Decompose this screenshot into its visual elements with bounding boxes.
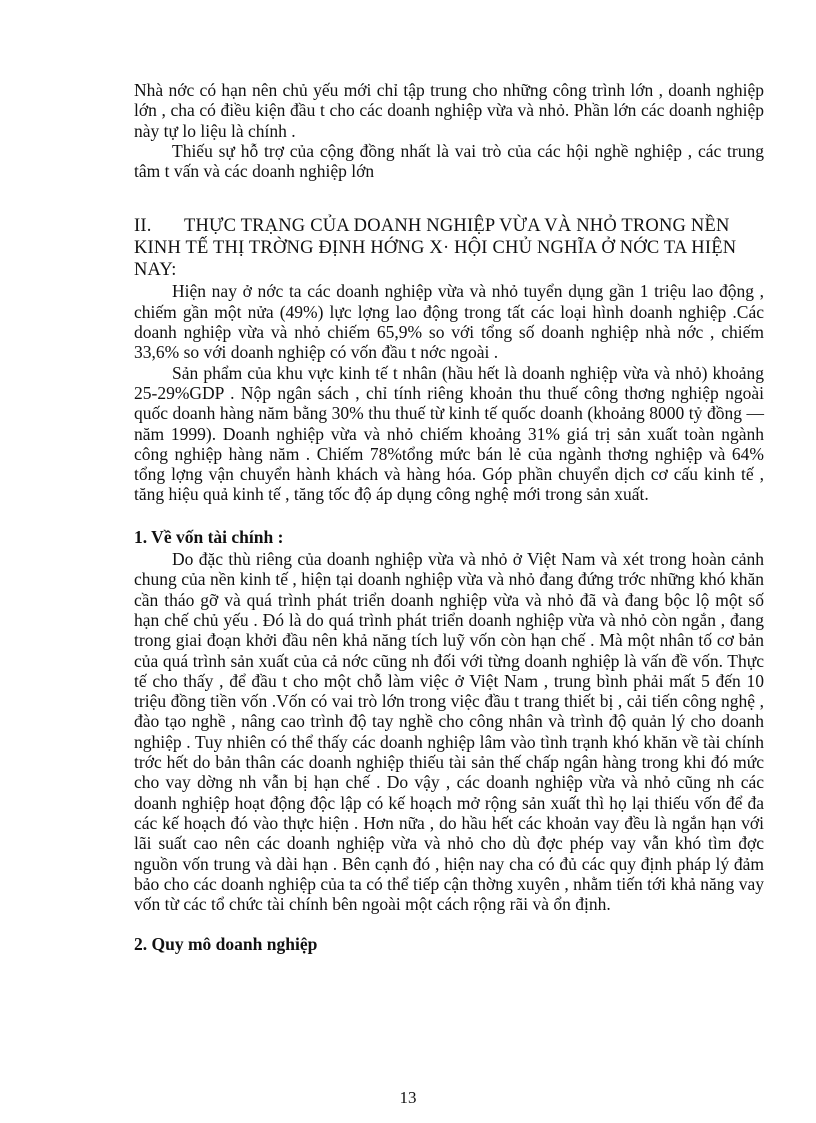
page-number: 13 [399, 1088, 417, 1107]
subsection-heading-scale: 2. Quy mô doanh nghiệp [134, 934, 318, 955]
paragraph-gdp: Sản phẩm của khu vực kinh tế t nhân (hầu hết là doanh nghiệp vừa và nhỏ) khoảng 25-29%GDP . Nộp ngân sách , chỉ tính riêng khoản thu thuế công thơng nghiệp ngoài quốc doanh hàng năm bằng 30% thu thuế từ kinh tế quốc doanh (khoảng 8000 tỷ đồng —năm 1999). Doanh nghiệp vừa và nhỏ chiếm khoảng 31% giá trị sản xuất toàn ngành công nghiệp hàng năm . Chiếm 78%tổng mức bán lẻ của ngành thơng nghiệp và 64% tổng lợng vận chuyển hành khách và hàng hóa. Góp phần chuyển dịch cơ cấu kinh tế , tăng hiệu quả kinh tế , tăng tốc độ áp dụng công nghệ mới trong sản xuất. [134, 362, 764, 505]
section-number: II. [134, 216, 152, 237]
subsection-heading-capital: 1. Về vốn tài chính : [134, 526, 284, 547]
paragraph-support: Thiếu sự hỗ trợ của cộng đồng nhất là vai trò của các hội nghề nghiệp , các trung tâm t vấn và các doanh nghiệp lớn [134, 140, 764, 182]
paragraph-continuation: Nhà nớc có hạn nên chủ yếu mới chỉ tập trung cho những công trình lớn , doanh nghiệp lớn , cha có điều kiện đầu t cho các doanh nghiệp vừa và nhỏ. Phần lớn các doanh nghiệp này tự lo liệu là chính . [134, 80, 764, 141]
section-title-text: THỰC TRẠNG CỦA DOANH NGHIỆP VỪA VÀ NHỎ TRONG NỀN KINH TẾ THỊ TRỜNG ĐỊNH HỚNG X· HỘI CHỦ NGHĨA Ở NỚC TA HIỆN NAY: [134, 216, 737, 281]
paragraph-employment: Hiện nay ở nớc ta các doanh nghiệp vừa và nhỏ tuyển dụng gần 1 triệu lao động , chiếm gần một nửa (49%) lực lợng lao động trong tất các loại hình doanh nghiệp .Các doanh nghiệp vừa và nhỏ chiếm 65,9% so với tổng số doanh nghiệp nhà nớc , chiếm 33,6% so với doanh nghiệp có vốn đầu t nớc ngoài . [134, 281, 764, 363]
section-heading [134, 215, 764, 281]
paragraph-capital: Do đặc thù riêng của doanh nghiệp vừa và nhỏ ở Việt Nam và xét trong hoàn cảnh chung của nền kinh tế , hiện tại doanh nghiệp vừa và nhỏ đang đứng trớc những khó khăn cần tháo gỡ và quá trình phát triển doanh nghiệp vừa và nhỏ đã và đang bộc lộ một số hạn chế chủ yếu . Đó là do quá trình phát triển doanh nghiệp vừa và nhỏ còn ngắn , đang trong giai đoạn khởi đầu nên khả năng tích luỹ vốn còn hạn chế . Mà một nhân tố cơ bản của quá trình sản xuất của cả nớc cũng nh đối với từng doanh nghiệp là vấn đề vốn. Thực tế cho thấy , để đầu t cho một chỗ làm việc ở Việt Nam , trung bình phải mất 5 đến 10 triệu đồng tiền vốn .Vốn có vai trò lớn trong việc đầu t trang thiết bị , cải tiến công nghệ , đào tạo nghề , nâng cao trình độ tay nghề cho công nhân và trình độ quản lý cho doanh nghiệp . Tuy nhiên có thể thấy các doanh nghiệp lâm vào tình trạnh khó khăn về tài chính trớc hết do bản thân các doanh nghiệp thiếu tài sản thế chấp ngân hàng trong khi đó mức cho vay dờng nh vẫn bị hạn chế . Do vậy , các doanh nghiệp vừa và nhỏ cũng nh các doanh nghiệp hoạt động độc lập có kế hoạch mở rộng sản xuất thì họ lại thiếu vốn để đa các kế hoạch đó vào thực hiện . Hơn nữa , do hầu hết các khoản vay đều là ngắn hạn với lãi suất cao nên các doanh nghiệp vừa và nhỏ cho dù đợc phép vay vẫn khó tìm đợc nguồn vốn trung và dài hạn . Bên cạnh đó , hiện nay cha có đủ các quy định pháp lý đảm bảo cho các doanh nghiệp của ta có thể tiếp cận thờng xuyên , nhằm tiến tới khả năng vay vốn từ các tổ chức tài chính bên ngoài một cách rộng rãi và ổn định. [134, 549, 764, 915]
document-body [134, 80, 764, 957]
